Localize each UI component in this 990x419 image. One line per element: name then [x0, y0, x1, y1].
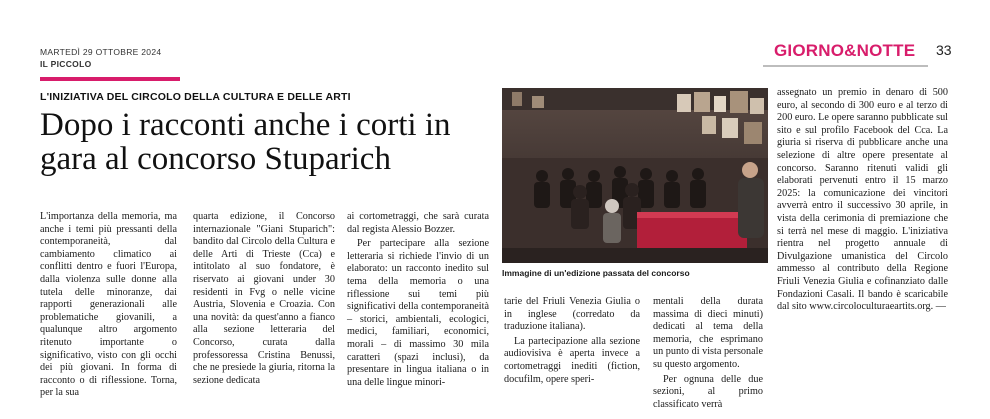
paragraph: ai cortometraggi, che sarà curata dal regista Alessio Bozzer. [347, 211, 489, 235]
article-kicker: L'INIZIATIVA DEL CIRCOLO DELLA CULTURA E DELLE ARTI [40, 91, 351, 103]
event-photo [502, 88, 768, 263]
article-column-6 [777, 87, 948, 314]
article-column-1 [40, 211, 177, 400]
article-column-5 [653, 296, 763, 411]
publication-date: MARTEDÌ 29 OTTOBRE 2024 [40, 47, 162, 57]
header-rule [763, 65, 928, 67]
paragraph: mentali della durata massima di dieci minuti) dedicati al tema della memoria, che esprimano un punto di vista personale su questo argomento. [653, 296, 763, 370]
paragraph: Per partecipare alla sezione letteraria si richiede l'invio di un elaborato: un racconto inedito sul tema della memoria o una riflessione sui temi più significativi della contemporaneità – storici, ambientali, ecologici, medici, familiari, economici, morali – di massimo 30 mila caratteri (spazi inclusi), da presentare in lingua italiana o in una delle lingue minori- [347, 238, 489, 388]
article-headline: Dopo i racconti anche i corti in gara al concorso Stuparich [40, 107, 451, 177]
paragraph: La partecipazione alla sezione audiovisiva è aperta invece a cortometraggi inediti (fiction, docufilm, opere speri- [504, 335, 640, 385]
accent-bar [40, 77, 180, 81]
page-number: 33 [936, 42, 952, 58]
section-title: GIORNO&NOTTE [774, 41, 916, 60]
paragraph: assegnato un premio in denaro di 500 euro, al secondo di 300 euro e al terzo di 200 euro. Le opere saranno pubblicate sul sito e sul profilo Facebook del Cca. La giuria si riserva di pubblicare anche una selezione di altre opere presentate al concorso. Saranno ritenuti validi gli elaborati pervenuti entro il 15 marzo 2025: la comunicazione dei vincitori avverrà entro il successivo 30 aprile, in vista della cerimonia di premiazione che si terrà nel mese di maggio. L'iniziativa rientra nel progetto annuale di Divulgazione umanistica del Circolo ammesso al contributo della Regione Friuli Venezia Giulia e cofinanziato dalle Fondazioni Casali. Il bando è scaricabile dal sito www.circoloculturaeartits.org. — [777, 87, 948, 313]
article-column-4 [504, 296, 640, 386]
paragraph: quarta edizione, il Concorso internazionale "Giani Stuparich": bandito dal Circolo della Cultura e delle Arti di Trieste (Cca) e intitolato al suo fondatore, è riservato ai giovani under 30 residenti in Fvg o nelle vicine Austria, Slovenia e Croazia. Con una novità: da quest'anno a fianco alla sezione letteraria del Concorso, curata dalla professoressa Cristina Benussi, che ne presiede la giuria, ritorna la sezione dedicata [193, 211, 335, 386]
paragraph: L'importanza della memoria, ma anche i temi più pressanti della contemporaneità, dal cambiamento climatico ai conflitti dentro e fuori l'Europa, dalla violenza sulle donne alla tutela delle minoranze, dai rapporti generazionali alle problematiche giovanili, a qualunque altro argomento ritenuto importante o significativo, visto con gli occhi dei più giovani. In forma di racconto o di riflessione. Torna, per la sua [40, 211, 177, 399]
paragraph: Per ognuna delle due sezioni, al primo classificato verrà [653, 373, 763, 410]
newspaper-name: IL PICCOLO [40, 59, 92, 69]
article-column-3 [347, 211, 489, 389]
paragraph: tarie del Friuli Venezia Giulia o in inglese (corredato da traduzione italiana). [504, 296, 640, 333]
article-column-2 [193, 211, 335, 387]
photo-caption: Immagine di un'edizione passata del concorso [502, 268, 690, 278]
